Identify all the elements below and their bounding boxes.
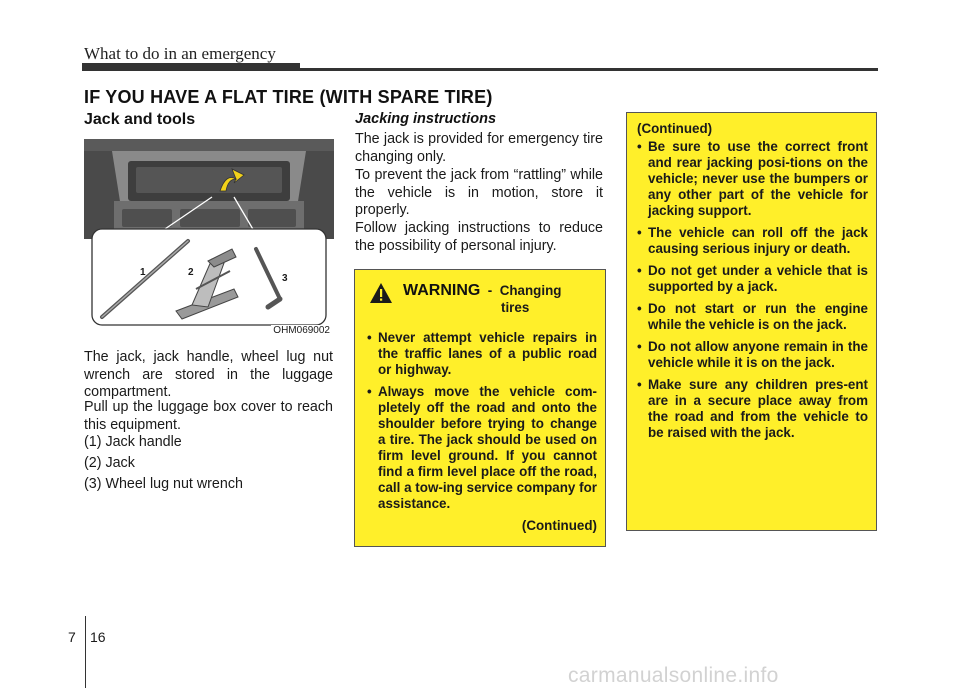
page-number: 16 (90, 629, 106, 645)
section-title: IF YOU HAVE A FLAT TIRE (WITH SPARE TIRE) (84, 87, 493, 107)
continued-bullet: • Be sure to use the correct front and rear jacking posi-tions on the vehicle; never use the bumpers or any other part of the vehicle for jacking support. (637, 139, 868, 218)
continued-bullet: • Do not get under a vehicle that is supported by a jack. (637, 263, 868, 294)
jacking-instructions-heading: Jacking instructions (355, 111, 497, 127)
header-rule (82, 68, 878, 71)
callout-1: 1 (140, 267, 146, 278)
continued-bullet-text: Do not get under a vehicle that is supported by a jack. (648, 263, 868, 294)
list-item: (2) Jack (84, 455, 135, 471)
warning-triangle-icon (369, 282, 393, 304)
warning-continued: (Continued) (521, 518, 597, 533)
chapter-number: 7 (68, 629, 76, 645)
continued-bullet: • The vehicle can roll off the jack causing serious injury or death. (637, 225, 868, 256)
jack-and-tools-heading: Jack and tools (84, 111, 196, 128)
jack-storage-paragraph: The jack, jack handle, wheel lug nut wrench are stored in the luggage compartment. (84, 349, 333, 400)
warning-separator: - (487, 283, 493, 298)
warning-subtitle-line1: Changing (499, 283, 562, 298)
warning-header (367, 282, 597, 316)
jack-tools-figure (84, 139, 334, 339)
warning-box (354, 269, 606, 547)
callout-3: 3 (282, 273, 288, 284)
warning-bullet-text: Always move the vehicle com-pletely off the road and onto the shoulder before trying to change a tire. The jack should be used on firm level ground. If you cannot find a firm level place off the road, call a tow-ing service company for assistance. (378, 384, 597, 511)
continued-warning-box (626, 112, 877, 531)
warning-bullet: • Always move the vehicle com-pletely off the road and onto the shoulder before trying to change a tire. The jack should be used on firm level ground. If you cannot find a firm level place off the road, call a tow-ing service company for assistance. (367, 384, 597, 511)
continued-bullet-text: Do not allow anyone remain in the vehicle while it is on the jack. (648, 339, 868, 370)
luggage-cover-paragraph: Pull up the luggage box cover to reach this equipment. (84, 399, 333, 433)
list-item: (3) Wheel lug nut wrench (84, 476, 243, 492)
continued-bullet-text: Make sure any children pres-ent are in a secure place away from the road and from the vehicle to be raised with the jack. (648, 377, 868, 440)
jacking-paragraph-3: Follow jacking instructions to reduce the possibility of personal injury. (355, 220, 603, 254)
continued-bullet: • Make sure any children pres-ent are in a secure place away from the road and from the vehicle to be raised with the jack. (637, 377, 868, 440)
footer-divider (85, 616, 86, 688)
figure-code: OHM069002 (273, 325, 330, 336)
continued-bullet-text: Do not start or run the engine while the vehicle is on the jack. (648, 301, 868, 332)
warning-body (367, 330, 597, 534)
continued-heading: (Continued) (637, 121, 713, 136)
continued-bullet: • Do not allow anyone remain in the vehicle while it is on the jack. (637, 339, 868, 370)
jacking-paragraph-1: The jack is provided for emergency tire changing only. (355, 131, 603, 165)
warning-subtitle-line2: tires (501, 300, 530, 315)
warning-bullet-text: Never attempt vehicle repairs in the traffic lanes of a public road or highway. (378, 330, 597, 377)
callout-2: 2 (188, 267, 194, 278)
list-item: (1) Jack handle (84, 434, 182, 450)
continued-bullet-text: Be sure to use the correct front and rear jacking posi-tions on the vehicle; never use the bumpers or any other part of the vehicle for jacking support. (648, 139, 868, 218)
continued-bullet-text: The vehicle can roll off the jack causing serious injury or death. (648, 225, 868, 256)
warning-bullet: • Never attempt vehicle repairs in the traffic lanes of a public road or highway. (367, 330, 597, 377)
warning-word: WARNING (403, 282, 481, 299)
watermark[interactable]: carmanualsonline.info (568, 664, 779, 687)
continued-bullet: • Do not start or run the engine while the vehicle is on the jack. (637, 301, 868, 332)
jack-tools-illustration (84, 139, 334, 339)
header-title: What to do in an emergency (84, 44, 276, 63)
jacking-paragraph-2: To prevent the jack from “rattling” while the vehicle is in motion, store it properly. (355, 167, 603, 218)
